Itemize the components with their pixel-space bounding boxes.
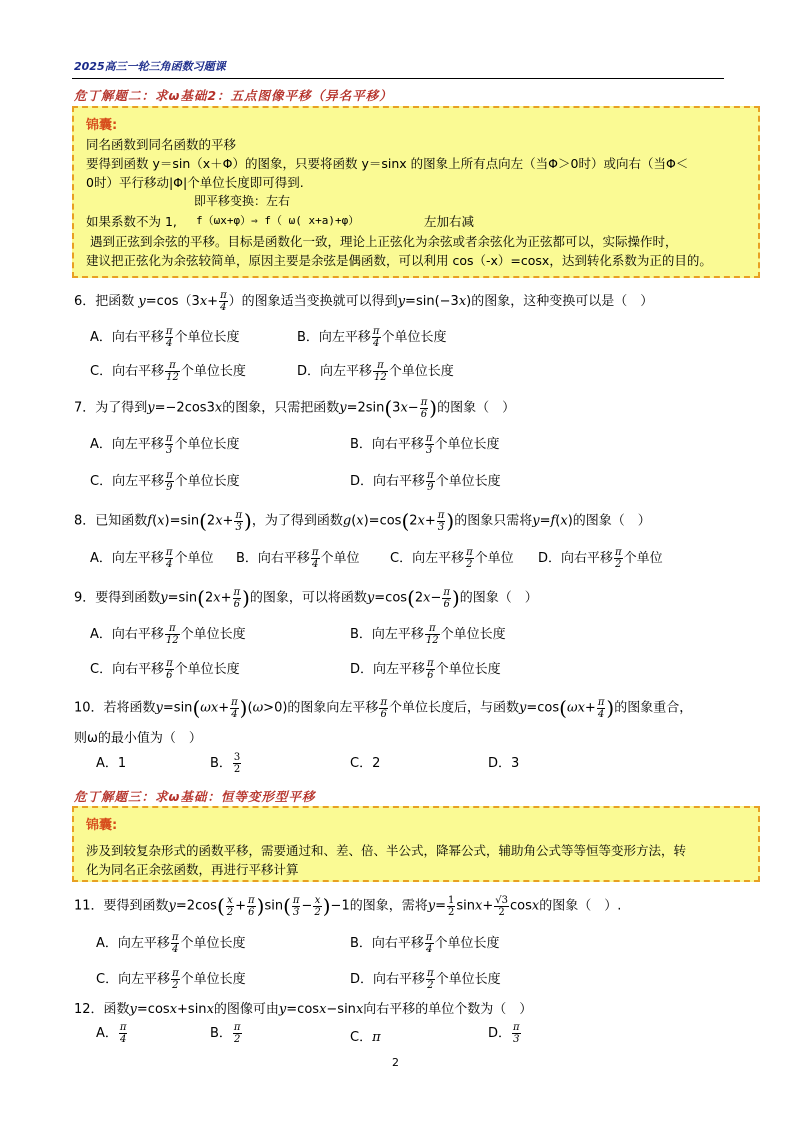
option-7b[interactable]: B．向右平移 $\frac{\pi}{3}$ 个单位长度 <box>350 433 500 456</box>
option-11b[interactable]: B．向右平移 $\frac{\pi}{4}$ 个单位长度 <box>350 932 500 955</box>
tip-line: 左加右减 <box>424 214 475 229</box>
tip-line: 要得到函数 y＝sin（x＋Φ）的图象，只要将函数 y＝sinx 的图象上所有点向左（当Φ＞0时）或向右（当Φ＜ <box>86 156 689 171</box>
option-6c[interactable]: C．向右平移 $\frac{\pi}{12}$ 个单位长度 <box>90 360 246 383</box>
option-12d[interactable]: D． $\frac{\pi}{3}$ <box>488 1022 520 1045</box>
option-9d[interactable]: D．向左平移 $\frac{\pi}{6}$ 个单位长度 <box>350 658 501 681</box>
tip-line: 即平移变换：左右 <box>194 194 291 208</box>
question-6: 6．把函数 y=cos（3x+ $\frac{\pi}{4}$ ）的图象适当变换就可以得到y=sin(−3x)的图象，这种变换可以是（ ） <box>74 290 654 313</box>
tip-line: 0时）平行移动|Φ|个单位长度即可得到. <box>86 175 304 190</box>
option-12b[interactable]: B． $\frac{\pi}{2}$ <box>210 1022 241 1045</box>
tip-box-2-title: 锦囊: <box>86 818 118 833</box>
option-8c[interactable]: C．向左平移 $\frac{\pi}{2}$ 个单位 <box>390 547 514 570</box>
tip-line: 同名函数到同名函数的平移 <box>86 137 237 152</box>
section-3-title: 危丁解题三：求ω基础：恒等变形型平移 <box>74 789 316 804</box>
question-10-line2: 则ω的最小值为（ ） <box>74 731 202 746</box>
option-10b[interactable]: B． $\frac{3}{2}$ <box>210 752 241 775</box>
section-2-title: 危丁解题二：求ω基础2：五点图像平移（异名平移） <box>74 88 393 103</box>
option-6b[interactable]: B．向左平移 $\frac{\pi}{4}$ 个单位长度 <box>297 326 447 349</box>
option-9a[interactable]: A．向右平移 $\frac{\pi}{12}$ 个单位长度 <box>90 623 246 646</box>
option-7c[interactable]: C．向左平移 $\frac{\pi}{9}$ 个单位长度 <box>90 470 240 493</box>
tip-box-1-title: 锦囊: <box>86 118 118 133</box>
tip-line: 建议把正弦化为余弦较简单，原因主要是余弦是偶函数，可以利用 cos（-x）=cosx，达到转化系数为正的目的。 <box>86 253 712 268</box>
tip-box-2 <box>72 806 760 882</box>
option-10d[interactable]: D．3 <box>488 756 520 771</box>
option-6d[interactable]: D．向左平移 $\frac{\pi}{12}$ 个单位长度 <box>297 360 454 383</box>
tip-formula: f（ωx+φ）⇒ f（ ω( x+a)+φ） <box>196 214 360 227</box>
option-10a[interactable]: A．1 <box>96 756 127 771</box>
option-8a[interactable]: A．向左平移 $\frac{\pi}{4}$ 个单位 <box>90 547 214 570</box>
option-8d[interactable]: D．向右平移 $\frac{\pi}{2}$ 个单位 <box>538 547 663 570</box>
option-11d[interactable]: D．向右平移 $\frac{\pi}{2}$ 个单位长度 <box>350 968 501 991</box>
option-9c[interactable]: C．向右平移 $\frac{\pi}{6}$ 个单位长度 <box>90 658 240 681</box>
tip-line: 涉及到较复杂形式的函数平移，需要通过和、差、倍、半公式，降幂公式，辅助角公式等等恒等变形方法，转 <box>86 843 687 858</box>
tip-box-1 <box>72 106 760 278</box>
option-7a[interactable]: A．向左平移 $\frac{\pi}{3}$ 个单位长度 <box>90 433 240 456</box>
tip-line: 如果系数不为 1, <box>86 214 177 229</box>
option-11a[interactable]: A．向左平移 $\frac{\pi}{4}$ 个单位长度 <box>96 932 246 955</box>
header-rule <box>72 78 724 79</box>
tip-line: 化为同名正余弦函数，再进行平移计算 <box>86 862 299 877</box>
question-10: 10．若将函数y=sin(ωx+ $\frac{\pi}{4}$ )(ω>0)的图象向左平移 $\frac{\pi}{6}$ 个单位长度后，与函数y=cos(ωx+ $\frac{\pi}{4}$ )的图象重合， <box>74 696 693 720</box>
question-8: 8．已知函数f(x)=sin(2x+ $\frac{\pi}{3}$ )，为了得到函数g(x)=cos(2x+ $\frac{\pi}{3}$ )的图象只需将y=f(x)的图象（ ） <box>74 509 651 533</box>
header-title: 2025高三一轮三角函数习题课 <box>74 60 226 73</box>
option-12a[interactable]: A． $\frac{\pi}{4}$ <box>96 1022 127 1045</box>
tip-line: 遇到正弦到余弦的平移。目标是函数化一致，理论上正弦化为余弦或者余弦化为正弦都可以，实际操作时， <box>90 234 678 249</box>
option-6a[interactable]: A．向右平移 $\frac{\pi}{4}$ 个单位长度 <box>90 326 240 349</box>
question-7: 7．为了得到y=−2cos3x的图象，只需把函数y=2sin(3x− $\frac{\pi}{6}$ )的图象（ ） <box>74 396 516 420</box>
question-9: 9．要得到函数y=sin(2x+ $\frac{\pi}{6}$ )的图象，可以将函数y=cos(2x− $\frac{\pi}{6}$ )的图象（ ） <box>74 586 538 610</box>
question-12: 12．函数y=cosx+sinx的图像可由y=cosx−sinx向右平移的单位个数为（ ） <box>74 1002 533 1017</box>
option-7d[interactable]: D．向右平移 $\frac{\pi}{9}$ 个单位长度 <box>350 470 501 493</box>
option-12c[interactable]: C．π <box>350 1030 381 1045</box>
option-8b[interactable]: B．向右平移 $\frac{\pi}{4}$ 个单位 <box>236 547 360 570</box>
question-11: 11．要得到函数y=2cos( $\frac{x}{2}$ + $\frac{\pi}{6}$ )sin( $\frac{\pi}{3}$ − $\frac{x}{2}$ )−1的图象，需将y= $\frac{1}{2}$ sinx+ $\frac{√3}{2}$ cosx的图象（ ）. <box>74 894 622 918</box>
option-9b[interactable]: B．向左平移 $\frac{\pi}{12}$ 个单位长度 <box>350 623 506 646</box>
page-number: 2 <box>392 1056 399 1069</box>
option-11c[interactable]: C．向左平移 $\frac{\pi}{2}$ 个单位长度 <box>96 968 246 991</box>
option-10c[interactable]: C．2 <box>350 756 381 771</box>
